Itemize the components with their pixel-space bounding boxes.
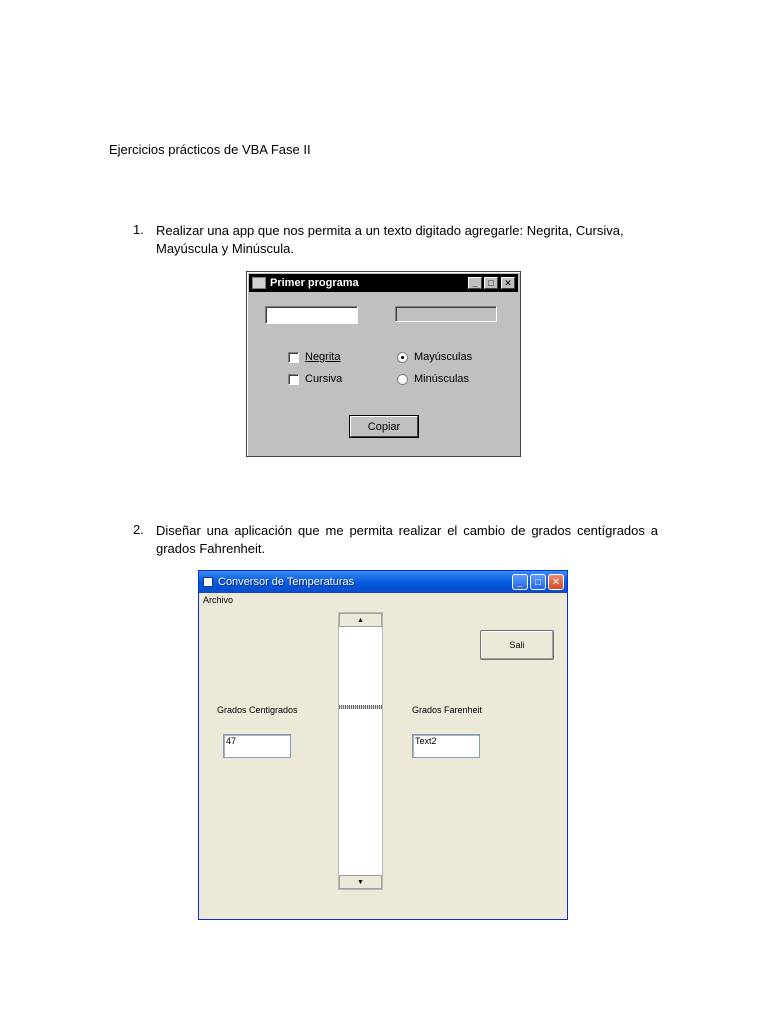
fahrenheit-label: Grados Farenheit bbox=[412, 705, 483, 715]
fahrenheit-value: Text2 bbox=[415, 736, 437, 746]
window1-titlebar bbox=[249, 274, 518, 292]
checkbox-negrita[interactable] bbox=[288, 351, 340, 363]
maximize-icon[interactable]: □ bbox=[530, 574, 546, 590]
primer-programa-window bbox=[246, 271, 521, 457]
celsius-input[interactable] bbox=[223, 734, 291, 758]
salir-button-label: Sali bbox=[509, 640, 525, 650]
menu-archivo[interactable]: Archivo bbox=[203, 595, 234, 605]
app-icon bbox=[203, 577, 213, 587]
celsius-label: Grados Centigrados bbox=[217, 705, 298, 715]
checkbox-icon[interactable] bbox=[288, 374, 299, 385]
close-icon[interactable]: ✕ bbox=[501, 277, 515, 289]
radio-unselected-icon[interactable] bbox=[397, 374, 408, 385]
radio-mayusculas-label: Mayúsculas bbox=[414, 351, 473, 363]
minimize-icon[interactable]: _ bbox=[468, 277, 482, 289]
radio-minusculas-label: Minúsculas bbox=[414, 373, 470, 385]
result-label-box bbox=[395, 306, 497, 322]
checkbox-negrita-label: Negrita bbox=[305, 351, 341, 363]
checkbox-cursiva-label: Cursiva bbox=[305, 373, 343, 385]
checkbox-cursiva[interactable] bbox=[288, 373, 342, 385]
item-2-number: 2. bbox=[133, 522, 144, 537]
radio-mayusculas[interactable] bbox=[397, 351, 472, 363]
window2-titlebar bbox=[199, 571, 567, 593]
window2-title: Conversor de Temperaturas bbox=[218, 576, 355, 588]
minimize-icon[interactable]: _ bbox=[512, 574, 528, 590]
scroll-down-icon[interactable]: ▼ bbox=[339, 875, 382, 889]
conversor-window bbox=[198, 570, 568, 920]
scroll-thumb[interactable] bbox=[339, 705, 382, 709]
menubar bbox=[199, 593, 567, 607]
checkbox-icon[interactable] bbox=[288, 352, 299, 363]
item-2-text: Diseñar una aplicación que me permita realizar el cambio de grados centígrados a grados Fahrenheit. bbox=[156, 523, 658, 556]
salir-button[interactable] bbox=[480, 630, 554, 660]
vertical-scrollbar[interactable] bbox=[338, 612, 383, 890]
item-1-number: 1. bbox=[133, 222, 144, 237]
item-1-text: Realizar una app que nos permita a un texto digitado agregarle: Negrita, Cursiva, Mayúscula y Minúscula. bbox=[156, 223, 624, 256]
window1-title: Primer programa bbox=[270, 277, 359, 289]
document-heading: Ejercicios prácticos de VBA Fase II bbox=[109, 142, 311, 157]
app-icon bbox=[252, 277, 266, 289]
maximize-icon[interactable]: □ bbox=[484, 277, 498, 289]
copiar-button-label: Copiar bbox=[367, 420, 401, 433]
close-icon[interactable]: ✕ bbox=[548, 574, 564, 590]
fahrenheit-input[interactable] bbox=[412, 734, 480, 758]
celsius-value: 47 bbox=[226, 736, 237, 746]
text-input[interactable] bbox=[265, 306, 358, 324]
radio-minusculas[interactable] bbox=[397, 373, 469, 385]
radio-selected-icon[interactable] bbox=[397, 352, 408, 363]
copiar-button[interactable] bbox=[350, 416, 418, 437]
scroll-up-icon[interactable]: ▲ bbox=[339, 613, 382, 627]
